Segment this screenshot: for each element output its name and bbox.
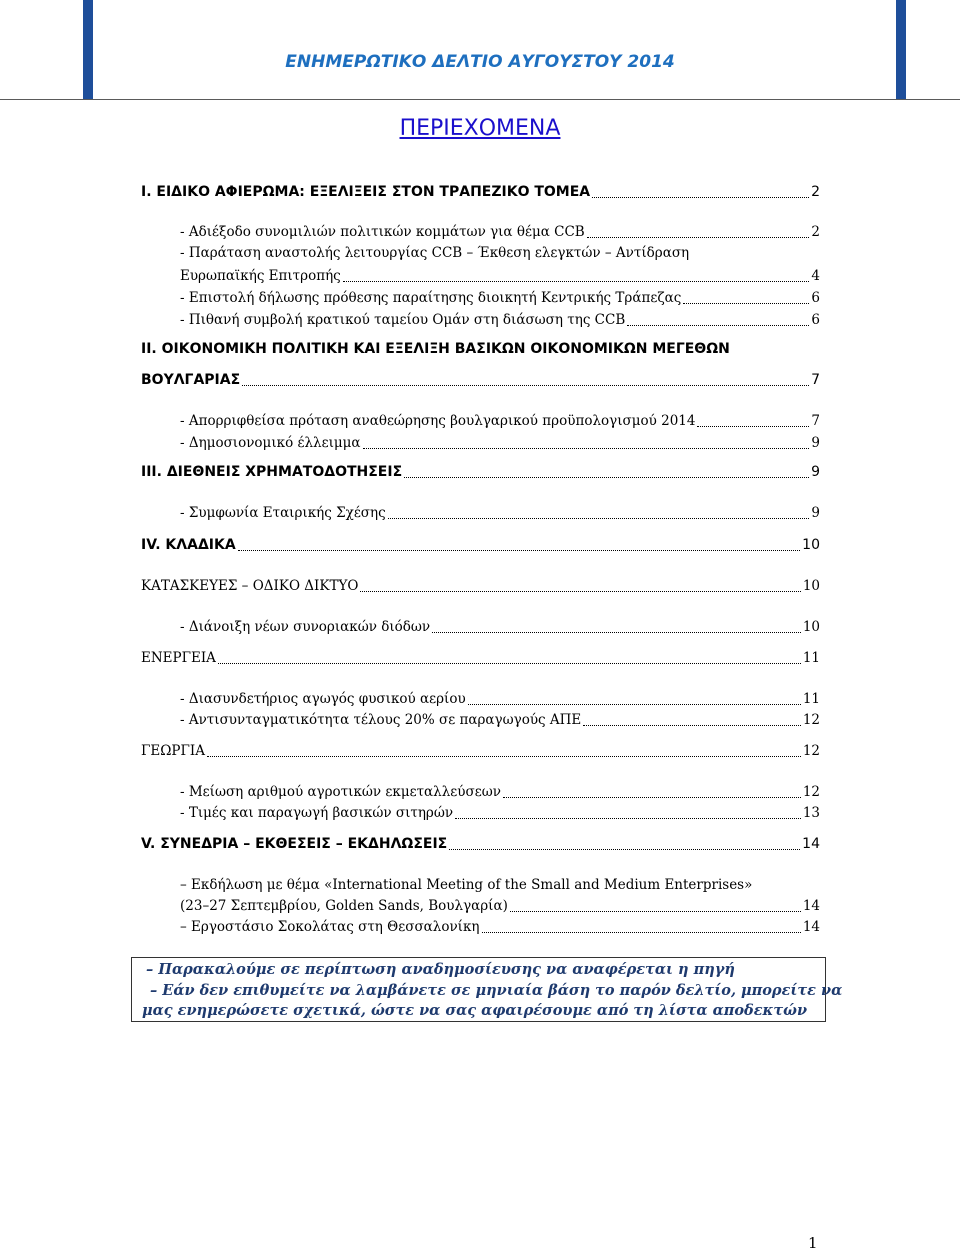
header-title: ΕΝΗΜΕΡΩΤΙΚΟ ΔΕΛΤΙΟ ΑΥΓΟΥΣΤΟΥ 2014 — [285, 52, 675, 72]
toc-section-3[interactable]: III. ΔΙΕΘΝΕΙΣ ΧΡΗΜΑΤΟΔΟΤΗΣΕΙΣ 9 — [141, 464, 820, 480]
toc-item[interactable]: - Επιστολή δήλωσης πρόθεσης παραίτησης διοικητή Κεντρικής Τράπεζας 6 — [180, 290, 820, 306]
toc-item[interactable]: - Πιθανή συμβολή κρατικού ταμείου Ομάν στη διάσωση της CCB 6 — [180, 312, 820, 328]
toc-section-5[interactable]: V. ΣΥΝΕΔΡΙΑ – ΕΚΘΕΣΕΙΣ – ΕΚΔΗΛΩΣΕΙΣ 14 — [141, 836, 820, 852]
toc-section-4[interactable]: IV. ΚΛΑΔΙΚΑ 10 — [141, 537, 820, 553]
notice-line-2: – Εάν δεν επιθυμείτε να λαμβάνετε σε μηνιαία βάση το παρόν δελτίο, μπορείτε να — [150, 982, 843, 999]
toc-item[interactable]: - Δημοσιονομικό έλλειμμα 9 — [180, 435, 820, 451]
toc-item-line1[interactable]: – Εκδήλωση με θέμα «International Meeting of the Small and Medium Enterprises» — [180, 877, 753, 893]
toc-item[interactable]: – Εργοστάσιο Σοκολάτας στη Θεσσαλονίκη 14 — [180, 919, 820, 935]
toc-item[interactable]: - Αντισυνταγματικότητα τέλους 20% σε παραγωγούς ΑΠΕ 12 — [180, 712, 820, 728]
toc-item[interactable]: - Απορριφθείσα πρόταση αναθεώρησης βουλγαρικού προϋπολογισμού 2014 7 — [180, 413, 820, 429]
page-number: 1 — [808, 1234, 818, 1252]
toc-item[interactable]: Ευρωπαϊκής Επιτροπής 4 — [180, 268, 820, 284]
notice-box — [131, 957, 843, 1022]
toc-section-1[interactable]: I. ΕΙΔΙΚΟ ΑΦΙΕΡΩΜΑ: ΕΞΕΛΙΞΕΙΣ ΣΤΟΝ ΤΡΑΠΕΖΙΚΟ ΤΟΜΕΑ 2 — [141, 184, 820, 200]
notice-line-3: μας ενημερώσετε σχετικά, ώστε να σας αφαιρέσουμε από τη λίστα αποδεκτών — [142, 1002, 808, 1019]
header-left-bar — [83, 0, 93, 100]
toc-subsection[interactable]: ΕΝΕΡΓΕΙΑ 11 — [141, 650, 820, 666]
toc-subsection[interactable]: ΓΕΩΡΓΙΑ 12 — [141, 743, 820, 759]
toc-item[interactable]: - Μείωση αριθμού αγροτικών εκμεταλλεύσεων 12 — [180, 784, 820, 800]
notice-line-1: – Παρακαλούμε σε περίπτωση αναδημοσίευσης να αναφέρεται η πηγή — [146, 961, 735, 978]
toc-title[interactable]: ΠΕΡΙΕΧΟΜΕΝΑ — [399, 116, 561, 141]
toc-item[interactable]: - Διάνοιξη νέων συνοριακών διόδων 10 — [180, 619, 820, 635]
toc-item[interactable]: - Τιμές και παραγωγή βασικών σιτηρών 13 — [180, 805, 820, 821]
toc-item[interactable]: - Συμφωνία Εταιρικής Σχέσης 9 — [180, 505, 820, 521]
toc-section-2-line1[interactable]: II. ΟΙΚΟΝΟΜΙΚΗ ΠΟΛΙΤΙΚΗ ΚΑΙ ΕΞΕΛΙΞΗ ΒΑΣΙΚΩΝ ΟΙΚΟΝΟΜΙΚΩΝ ΜΕΓΕΘΩΝ — [141, 341, 730, 357]
toc-item[interactable]: - Αδιέξοδο συνομιλιών πολιτικών κομμάτων για θέμα CCB 2 — [180, 224, 820, 240]
header-right-bar — [896, 0, 906, 100]
toc-item[interactable]: - Διασυνδετήριος αγωγός φυσικού αερίου 11 — [180, 691, 820, 707]
toc-item-line1[interactable]: - Παράταση αναστολής λειτουργίας CCB – Έκθεση ελεγκτών – Αντίδραση — [180, 245, 690, 261]
toc-subsection[interactable]: ΚΑΤΑΣΚΕΥΕΣ – ΟΔΙΚΟ ΔΙΚΤΥΟ 10 — [141, 578, 820, 594]
toc-section-2[interactable]: ΒΟΥΛΓΑΡΙΑΣ 7 — [141, 372, 820, 388]
header-rule — [0, 99, 960, 100]
toc-item[interactable]: (23–27 Σεπτεμβρίου, Golden Sands, Βουλγαρία) 14 — [180, 898, 820, 914]
